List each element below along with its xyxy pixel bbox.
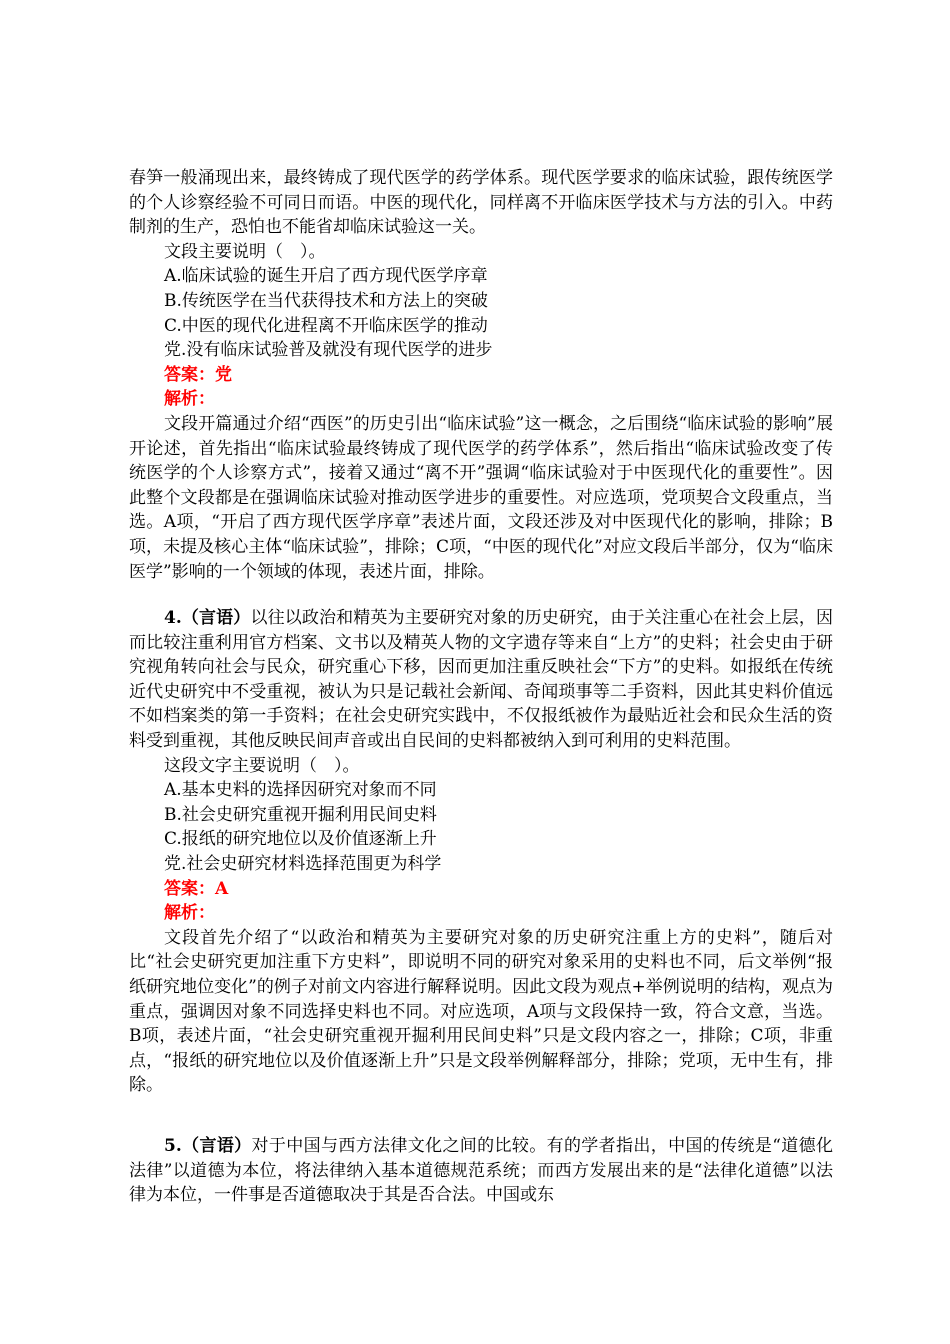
q3-option-d: 党.没有临床试验普及就没有现代医学的进步 [164,340,493,361]
q3-analysis-label: 解析： [164,389,215,410]
q4-passage [129,606,833,754]
q3-option-a: A.临床试验的诞生开启了西方现代医学序章 [164,266,488,287]
q3-option-c: C.中医的现代化进程离不开临床医学的推动 [164,315,488,336]
q4-stem: 这段文字主要说明（ ）。 [164,755,360,776]
q5-passage [129,1134,833,1208]
q4-option-c: C.报纸的研究地位以及价值逐渐上升 [164,829,437,850]
q3-answer: 答案：党 [164,364,232,385]
q5-passage-text: 对于中国与西方法律文化之间的比较。有的学者指出，中国的传统是“道德化法律”以道德为本位，将法律纳入基本道德规范系统；而西方发展出来的是“法律化道德”以法律为本位，一件事是否道德取决于其是否合法。中国或东 [129,1135,833,1206]
q5-number: 5.（言语） [164,1135,252,1156]
spacer [129,1098,833,1134]
q4-passage-text: 以往以政治和精英为主要研究对象的历史研究，由于关注重心在社会上层，因而比较注重利用官方档案、文书以及精英人物的文字遗存等来自“上方”的史料；社会史由于研究视角转向社会与民众，研究重心下移，因而更加注重反映社会“下方”的史料。如报纸在传统近代史研究中不受重视，被认为只是记载社会新闻、奇闻琐事等二手资料，因此其史料价值远不如档案类的第一手资料；在社会史研究实践中，不仅报纸被作为最贴近社会和民众生活的资料受到重视，其他反映民间声音或出自民间的史料都被纳入到可利用的史料范围。 [129,608,834,752]
spacer [129,584,833,606]
q4-analysis-label: 解析： [164,903,215,924]
q4-option-a: A.基本史料的选择因研究对象而不同 [164,780,437,801]
q4-answer: 答案：A [164,878,229,899]
document-page [129,166,833,1208]
q4-analysis: 文段首先介绍了“以政治和精英为主要研究对象的历史研究注重上方的史料”，随后对比“社会史研究更加注重下方史料”，即说明不同的研究对象采用的史料也不同，后文举例“报纸研究地位变化”的例子对前文内容进行解释说明。因此文段为观点+举例说明的结构，观点为重点，强调因对象不同选择史料也不同。对应选项，A项与文段保持一致，符合文意，当选。B项，表述片面，“社会史研究重视开掘利用民间史料”只是文段内容之一，排除；C项，非重点，“报纸的研究地位以及价值逐渐上升”只是文段举例解释部分，排除；党项，无中生有，排除。 [129,927,833,1096]
q4-option-b: B.社会史研究重视开掘利用民间史料 [164,804,437,825]
q3-option-b: B.传统医学在当代获得技术和方法上的突破 [164,290,488,311]
q3-stem: 文段主要说明（ ）。 [164,241,326,262]
q3-passage: 春笋一般涌现出来，最终铸成了现代医学的药学体系。现代医学要求的临床试验，跟传统医学的个人诊察经验不可同日而语。中医的现代化，同样离不开临床医学技术与方法的引入。中药制剂的生产，恐怕也不能省却临床试验这一关。 [129,168,833,238]
q4-option-d: 党.社会史研究材料选择范围更为科学 [164,854,442,875]
q3-analysis: 文段开篇通过介绍“西医”的历史引出“临床试验”这一概念，之后围绕“临床试验的影响”展开论述，首先指出“临床试验最终铸成了现代医学的药学体系”，然后指出“临床试验改变了传统医学的个人诊察方式”，接着又通过“离不开”强调“临床试验对于中医现代化的重要性”。因此整个文段都是在强调临床试验对推动医学进步的重要性。对应选项，党项契合文段重点，当选。A项，“开启了西方现代医学序章”表述片面，文段还涉及对中医现代化的影响，排除；B项，未提及核心主体“临床试验”，排除；C项，“中医的现代化”对应文段后半部分，仅为“临床医学”影响的一个领域的体现，表述片面，排除。 [129,413,833,582]
q4-number: 4.（言语） [164,608,251,629]
